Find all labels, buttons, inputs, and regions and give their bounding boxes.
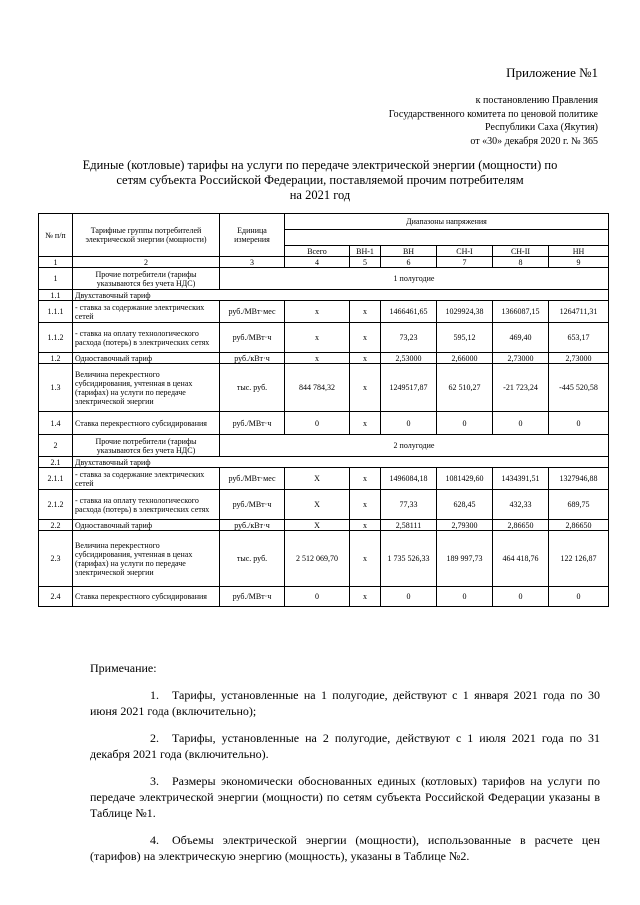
value-cell: 1 735 526,33 — [381, 531, 437, 587]
value-cell: 1366087,15 — [493, 301, 549, 323]
value-cell: 844 784,32 — [285, 364, 350, 412]
value-cell: х — [350, 520, 381, 531]
row-label: - ставка за содержание электрических сетей — [73, 468, 220, 490]
value-cell: Х — [285, 520, 350, 531]
note-item — [90, 687, 600, 719]
value-cell: 0 — [437, 412, 493, 435]
value-cell: 2,58111 — [381, 520, 437, 531]
unit-cell: тыс. руб. — [220, 364, 285, 412]
value-cell: 2,73000 — [549, 353, 609, 364]
row-number: 2.1.1 — [39, 468, 73, 490]
note-number: 2. — [150, 731, 159, 745]
header-spacer — [285, 230, 609, 246]
data-row — [39, 587, 609, 607]
value-cell: 2,53000 — [381, 353, 437, 364]
row-label: Двухставочный тариф — [73, 290, 609, 301]
value-cell: 1496084,18 — [381, 468, 437, 490]
column-number: 9 — [549, 257, 609, 268]
unit-cell: руб./МВт·ч — [220, 490, 285, 520]
row-number: 1.1 — [39, 290, 73, 301]
row-label: Одноставочный тариф — [73, 353, 220, 364]
value-cell: х — [350, 353, 381, 364]
column-number: 8 — [493, 257, 549, 268]
value-cell: 595,12 — [437, 323, 493, 353]
value-cell: 73,23 — [381, 323, 437, 353]
note-text: Размеры экономически обоснованных единых (котловых) тарифов на услуги по передаче электрической энергии (мощности) по сетям субъекта Российской Федерации указаны в Таблице №1. — [90, 774, 600, 820]
note-text: Объемы электрической энергии (мощности), использованные в расчете цен (тарифов) на электрическую энергию (мощность), указаны в Таблице №2. — [90, 833, 600, 863]
note-text: Тарифы, установленные на 2 полугодие, действуют с 1 июля 2021 года по 31 декабря 2021 года (включительно). — [90, 731, 600, 761]
subheader-row — [39, 290, 609, 301]
value-cell: 0 — [285, 412, 350, 435]
value-cell: х — [350, 587, 381, 607]
header-col: ВН — [381, 246, 437, 257]
value-cell: 1264711,31 — [549, 301, 609, 323]
row-number: 2.1 — [39, 457, 73, 468]
column-number: 4 — [285, 257, 350, 268]
unit-cell: руб./МВт·мес — [220, 468, 285, 490]
value-cell: 464 418,76 — [493, 531, 549, 587]
value-cell: 1327946,88 — [549, 468, 609, 490]
value-cell: 1434391,51 — [493, 468, 549, 490]
value-cell: х — [285, 353, 350, 364]
ref-line: к постановлению Правления — [475, 95, 598, 106]
value-cell: 653,17 — [549, 323, 609, 353]
value-cell: 1466461,65 — [381, 301, 437, 323]
row-number: 2.3 — [39, 531, 73, 587]
note-number: 4. — [150, 833, 159, 847]
unit-cell: руб./кВт·ч — [220, 520, 285, 531]
period-label: 2 полугодие — [220, 435, 609, 457]
unit-cell: руб./МВт·ч — [220, 323, 285, 353]
row-label: - ставка на оплату технологического расхода (потерь) в электрических сетях — [73, 323, 220, 353]
unit-cell: руб./МВт·мес — [220, 301, 285, 323]
value-cell: х — [350, 490, 381, 520]
unit-cell: руб./кВт·ч — [220, 353, 285, 364]
value-cell: 0 — [381, 587, 437, 607]
header-col: СН-I — [437, 246, 493, 257]
unit-cell: тыс. руб. — [220, 531, 285, 587]
data-row — [39, 468, 609, 490]
value-cell: х — [350, 412, 381, 435]
column-number: 2 — [73, 257, 220, 268]
value-cell: 0 — [549, 587, 609, 607]
row-number: 1.1.2 — [39, 323, 73, 353]
row-number: 1.3 — [39, 364, 73, 412]
value-cell: х — [350, 364, 381, 412]
row-label: Ставка перекрестного субсидирования — [73, 412, 220, 435]
section-row — [39, 268, 609, 290]
header-col: ВН-1 — [350, 246, 381, 257]
row-label: - ставка за содержание электрических сетей — [73, 301, 220, 323]
note-item — [90, 832, 600, 864]
value-cell: 432,33 — [493, 490, 549, 520]
note-text: Тарифы, установленные на 1 полугодие, действуют с 1 января 2021 года по 30 июня 2021 года (включительно); — [90, 688, 600, 718]
value-cell: 2,66000 — [437, 353, 493, 364]
value-cell: 1081429,60 — [437, 468, 493, 490]
title-line: Единые (котловые) тарифы на услуги по передаче электрической энергии (мощности) по — [82, 158, 558, 172]
value-cell: 2,73000 — [493, 353, 549, 364]
ref-line: от «30» декабря 2020 г. № 365 — [470, 135, 598, 147]
header-no: № п/п — [39, 214, 73, 257]
data-row — [39, 364, 609, 412]
value-cell: 0 — [381, 412, 437, 435]
appendix-label: Приложение №1 — [506, 65, 598, 80]
value-cell: х — [350, 301, 381, 323]
value-cell: Х — [285, 468, 350, 490]
value-cell: 0 — [437, 587, 493, 607]
data-row — [39, 531, 609, 587]
note-item — [90, 773, 600, 821]
value-cell: 2 512 069,70 — [285, 531, 350, 587]
row-label: Двухставочный тариф — [73, 457, 609, 468]
row-label: Величина перекрестного субсидирования, учтенная в ценах (тарифах) на услуги по передаче электрической энергии — [73, 364, 220, 412]
value-cell: х — [285, 301, 350, 323]
value-cell: 62 510,27 — [437, 364, 493, 412]
value-cell: 689,75 — [549, 490, 609, 520]
value-cell: 628,45 — [437, 490, 493, 520]
data-row — [39, 520, 609, 531]
column-number: 3 — [220, 257, 285, 268]
value-cell: 1249517,87 — [381, 364, 437, 412]
value-cell: 0 — [285, 587, 350, 607]
row-number: 1.2 — [39, 353, 73, 364]
row-number: 2.2 — [39, 520, 73, 531]
ref-line: Республики Саха (Якутия) — [485, 122, 598, 133]
row-label: Величина перекрестного субсидирования, учтенная в ценах (тарифах) на услуги по передаче электрической энергии — [73, 531, 220, 587]
ref-line: Государственного комитета по ценовой политике — [388, 108, 598, 120]
value-cell: Х — [285, 490, 350, 520]
value-cell: 122 126,87 — [549, 531, 609, 587]
value-cell: 77,33 — [381, 490, 437, 520]
data-row — [39, 353, 609, 364]
notes-heading: Примечание: — [90, 661, 157, 675]
header-col: Всего — [285, 246, 350, 257]
value-cell: 1029924,38 — [437, 301, 493, 323]
value-cell: -445 520,58 — [549, 364, 609, 412]
row-number: 2 — [39, 435, 73, 457]
column-number: 7 — [437, 257, 493, 268]
tariff-table — [38, 213, 609, 607]
value-cell: 0 — [493, 412, 549, 435]
column-number: 6 — [381, 257, 437, 268]
row-number: 1.4 — [39, 412, 73, 435]
row-label: - ставка на оплату технологического расхода (потерь) в электрических сетях — [73, 490, 220, 520]
note-number: 1. — [150, 688, 159, 702]
period-label: 1 полугодие — [220, 268, 609, 290]
value-cell: 189 997,73 — [437, 531, 493, 587]
value-cell: х — [350, 531, 381, 587]
value-cell: х — [350, 323, 381, 353]
header-groups: Тарифные группы потребителей электрической энергии (мощности) — [73, 214, 220, 257]
header-voltage-ranges: Диапазоны напряжения — [285, 214, 609, 230]
title-line: на 2021 год — [289, 188, 351, 202]
column-number: 5 — [350, 257, 381, 268]
unit-cell: руб./МВт·ч — [220, 587, 285, 607]
document-title — [60, 158, 580, 203]
row-label: Ставка перекрестного субсидирования — [73, 587, 220, 607]
data-row — [39, 490, 609, 520]
note-item — [90, 730, 600, 762]
row-number: 1 — [39, 268, 73, 290]
value-cell: 469,40 — [493, 323, 549, 353]
value-cell: 0 — [549, 412, 609, 435]
section-label: Прочие потребители (тарифы указываются без учета НДС) — [73, 268, 220, 290]
row-number: 2.4 — [39, 587, 73, 607]
resolution-reference — [389, 94, 598, 148]
column-number: 1 — [39, 257, 73, 268]
value-cell: 2,86650 — [493, 520, 549, 531]
value-cell: 0 — [493, 587, 549, 607]
notes-section — [90, 660, 600, 864]
header-col: НН — [549, 246, 609, 257]
unit-cell: руб./МВт·ч — [220, 412, 285, 435]
row-label: Одноставочный тариф — [73, 520, 220, 531]
row-number: 2.1.2 — [39, 490, 73, 520]
data-row — [39, 412, 609, 435]
header-col: СН-II — [493, 246, 549, 257]
data-row — [39, 323, 609, 353]
section-row — [39, 435, 609, 457]
value-cell: 2,86650 — [549, 520, 609, 531]
data-row — [39, 301, 609, 323]
value-cell: х — [350, 468, 381, 490]
row-number: 1.1.1 — [39, 301, 73, 323]
value-cell: х — [285, 323, 350, 353]
header-unit: Единица измерения — [220, 214, 285, 257]
section-label: Прочие потребители (тарифы указываются без учета НДС) — [73, 435, 220, 457]
note-number: 3. — [150, 774, 159, 788]
subheader-row — [39, 457, 609, 468]
value-cell: -21 723,24 — [493, 364, 549, 412]
value-cell: 2,79300 — [437, 520, 493, 531]
title-line: сетям субъекта Российской Федерации, поставляемой прочим потребителям — [116, 173, 524, 187]
